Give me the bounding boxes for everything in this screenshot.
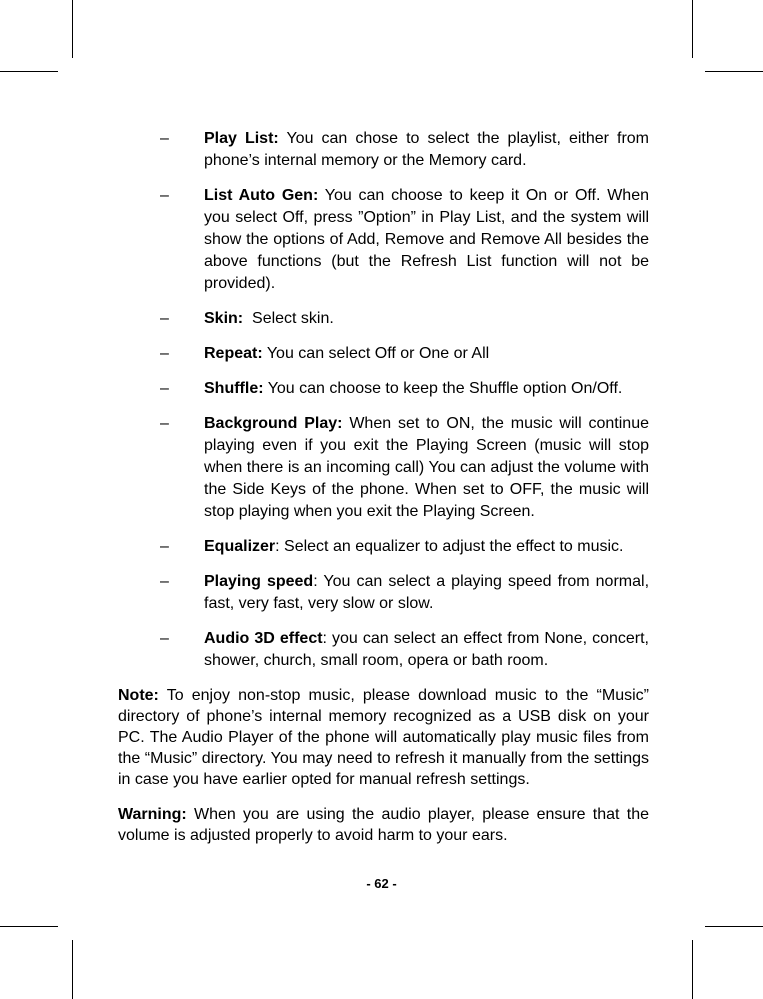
item-text: You can choose to keep it On or Off. When you select Off, press ”Option” in Play List, and the system will show the options of Add, Remove and Remove All besides the above functions (but the Refresh List function will not be provided). [204,187,650,292]
crop-mark-bottom-right-vertical [692,940,693,999]
bullet-dash: – [160,380,169,397]
item-text: You can select Off or One or All [262,345,490,362]
list-item-repeat [118,343,649,365]
item-term: Play List: [204,130,279,147]
crop-mark-bottom-left-vertical [72,940,73,999]
item-text: : Select an equalizer to adjust the effect to music. [275,538,624,555]
item-term: Playing speed [204,573,314,590]
item-text: You can choose to keep the Shuffle option On/Off. [263,380,623,397]
crop-mark-bottom-left-horizontal [0,926,58,927]
list-item-list-auto-gen [118,185,649,295]
item-text: : you can select an effect from None, concert, shower, church, small room, opera or bath room. [204,630,649,669]
crop-mark-bottom-right-horizontal [705,926,763,927]
bullet-dash: – [160,310,169,327]
item-term: Shuffle: [204,380,264,397]
note-paragraph [118,685,649,790]
item-term: List Auto Gen: [204,187,319,204]
bullet-dash: – [160,187,169,204]
item-term: Background Play: [204,415,343,432]
bullet-dash: – [160,415,169,432]
crop-mark-top-right-horizontal [705,71,763,72]
warning-text: When you are using the audio player, please ensure that the volume is adjusted properly to avoid harm to your ears. [118,806,649,844]
list-item-equalizer [118,536,649,558]
crop-mark-top-left-vertical [72,0,73,58]
item-text: When set to ON, the music will continue playing even if you exit the Playing Screen (music will stop when there is an incoming call) You can adjust the volume with the Side Keys of the phone. When set to OFF, the music will stop playing when you exit the Playing Screen. [204,415,649,520]
list-item-background-play [118,413,649,523]
list-item-playing-speed [118,571,649,615]
item-text: You can chose to select the playlist, either from phone’s internal memory or the Memory card. [204,130,650,169]
list-item-audio-3d-effect [118,628,649,672]
bullet-dash: – [160,345,169,362]
item-text: : You can select a playing speed from normal, fast, very fast, very slow or slow. [204,573,650,612]
page-number: - 62 - [366,876,397,891]
item-term: Repeat: [204,345,263,362]
page-content [118,128,649,860]
item-term: Equalizer [204,538,276,555]
warning-label: Warning: [118,806,187,823]
note-text: To enjoy non-stop music, please download music to the “Music” directory of phone’s internal memory recognized as a USB disk on your PC. The Audio Player of the phone will automatically play music files from the “Music” directory. You may need to refresh it manually from the settings in case you have earlier opted for manual refresh settings. [118,687,649,788]
bullet-dash: – [160,573,169,590]
list-item-play-list [118,128,649,172]
warning-paragraph [118,804,649,846]
note-label: Note: [118,687,159,704]
list-item-shuffle [118,378,649,400]
bullet-dash: – [160,630,169,647]
item-term: Audio 3D effect [204,630,323,647]
list-item-skin [118,308,649,330]
item-text: Select skin. [243,310,334,327]
crop-mark-top-left-horizontal [0,71,58,72]
crop-mark-top-right-vertical [692,0,693,58]
item-term: Skin: [204,310,244,327]
bullet-dash: – [160,538,169,555]
bullet-dash: – [160,130,169,147]
